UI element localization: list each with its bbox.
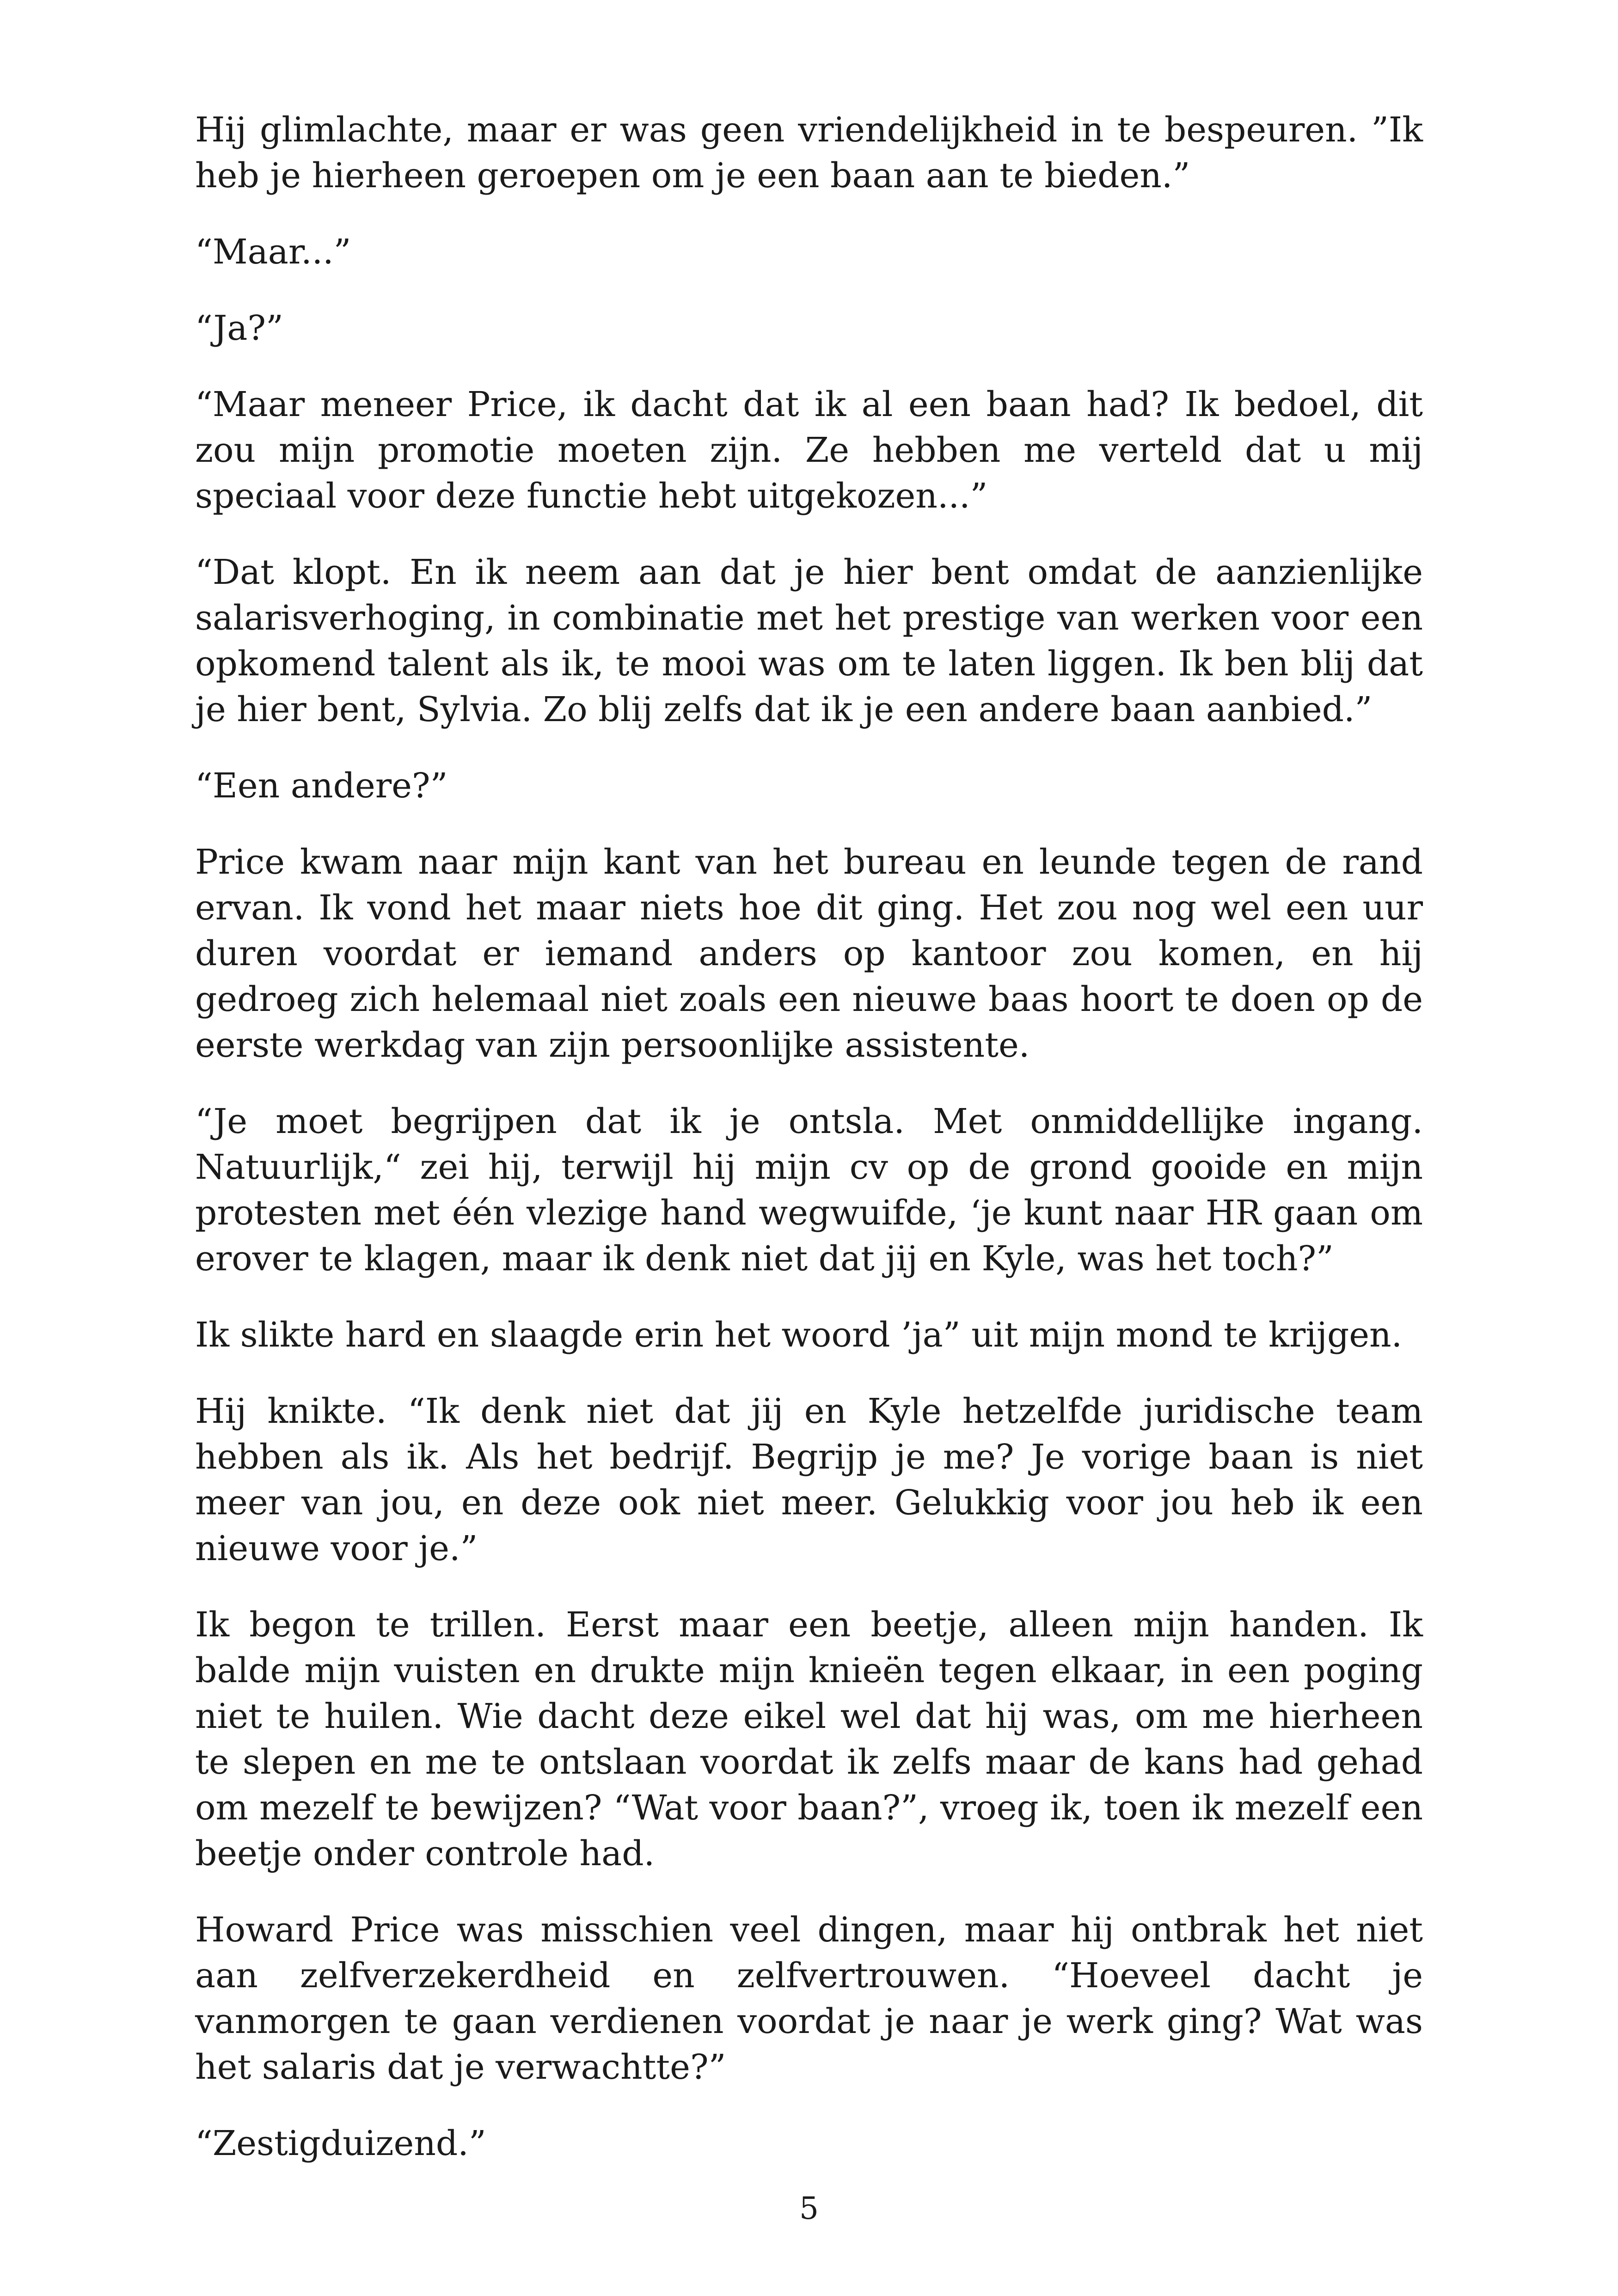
paragraph: “Ja?”: [195, 308, 283, 348]
paragraph: “Maar...”: [195, 232, 351, 272]
paragraph: “Zestigduizend.”: [195, 2124, 486, 2163]
paragraph: “Maar meneer Price, ik dacht dat ik al een baan had? Ik bedoel, dit zou mijn promotie moeten zijn. Ze hebben me verteld dat u mij speciaal voor deze functie hebt uitgekozen...”: [195, 385, 1423, 516]
paragraph: “Dat klopt. En ik neem aan dat je hier bent omdat de aanzienlijke salarisverhoging, in combinatie met het prestige van werken voor een opkomend talent als ik, te mooi was om te laten liggen. Ik ben blij dat je hier bent, Sylvia. Zo blij zelfs dat ik je een andere baan aanbied.”: [195, 552, 1423, 729]
paragraph: Ik slikte hard en slaagde erin het woord ’ja” uit mijn mond te krijgen.: [195, 1315, 1403, 1355]
page-number: 5: [799, 2191, 819, 2226]
paragraph: Howard Price was misschien veel dingen, maar hij ontbrak het niet aan zelfverzekerdheid en zelfvertrouwen. “Hoeveel dacht je vanmorgen te gaan verdienen voordat je naar je werk ging? Wat was het salaris dat je verwachtte?”: [195, 1910, 1423, 2087]
paragraph: “Een andere?”: [195, 766, 448, 806]
paragraph: “Je moet begrijpen dat ik je ontsla. Met onmiddellijke ingang. Natuurlijk,“ zei hij, terwijl hij mijn cv op de grond gooide en mijn protesten met één vlezige hand wegwuifde, ‘je kunt naar HR gaan om erover te klagen, maar ik denk niet dat jij en Kyle, was het toch?”: [195, 1102, 1423, 1279]
body-text: [195, 107, 1423, 2167]
paragraph: Price kwam naar mijn kant van het bureau en leunde tegen de rand ervan. Ik vond het maar niets hoe dit ging. Het zou nog wel een uur duren voordat er iemand anders op kantoor zou komen, en hij gedroeg zich helemaal niet zoals een nieuwe baas hoort te doen op de eerste werkdag van zijn persoonlijke assistente.: [195, 842, 1423, 1065]
paragraph: Ik begon te trillen. Eerst maar een beetje, alleen mijn handen. Ik balde mijn vuisten en drukte mijn knieën tegen elkaar, in een poging niet te huilen. Wie dacht deze eikel wel dat hij was, om me hierheen te slepen en me te ontslaan voordat ik zelfs maar de kans had gehad om mezelf te bewijzen? “Wat voor baan?”, vroeg ik, toen ik mezelf een beetje onder controle had.: [195, 1605, 1423, 1874]
paragraph: Hij glimlachte, maar er was geen vriendelijkheid in te bespeuren. ”Ik heb je hierheen geroepen om je een baan aan te bieden.”: [195, 110, 1423, 196]
paragraph: Hij knikte. “Ik denk niet dat jij en Kyle hetzelfde juridische team hebben als ik. Als het bedrijf. Begrijp je me? Je vorige baan is niet meer van jou, en deze ook niet meer. Gelukkig voor jou heb ik een nieuwe voor je.”: [195, 1391, 1423, 1568]
